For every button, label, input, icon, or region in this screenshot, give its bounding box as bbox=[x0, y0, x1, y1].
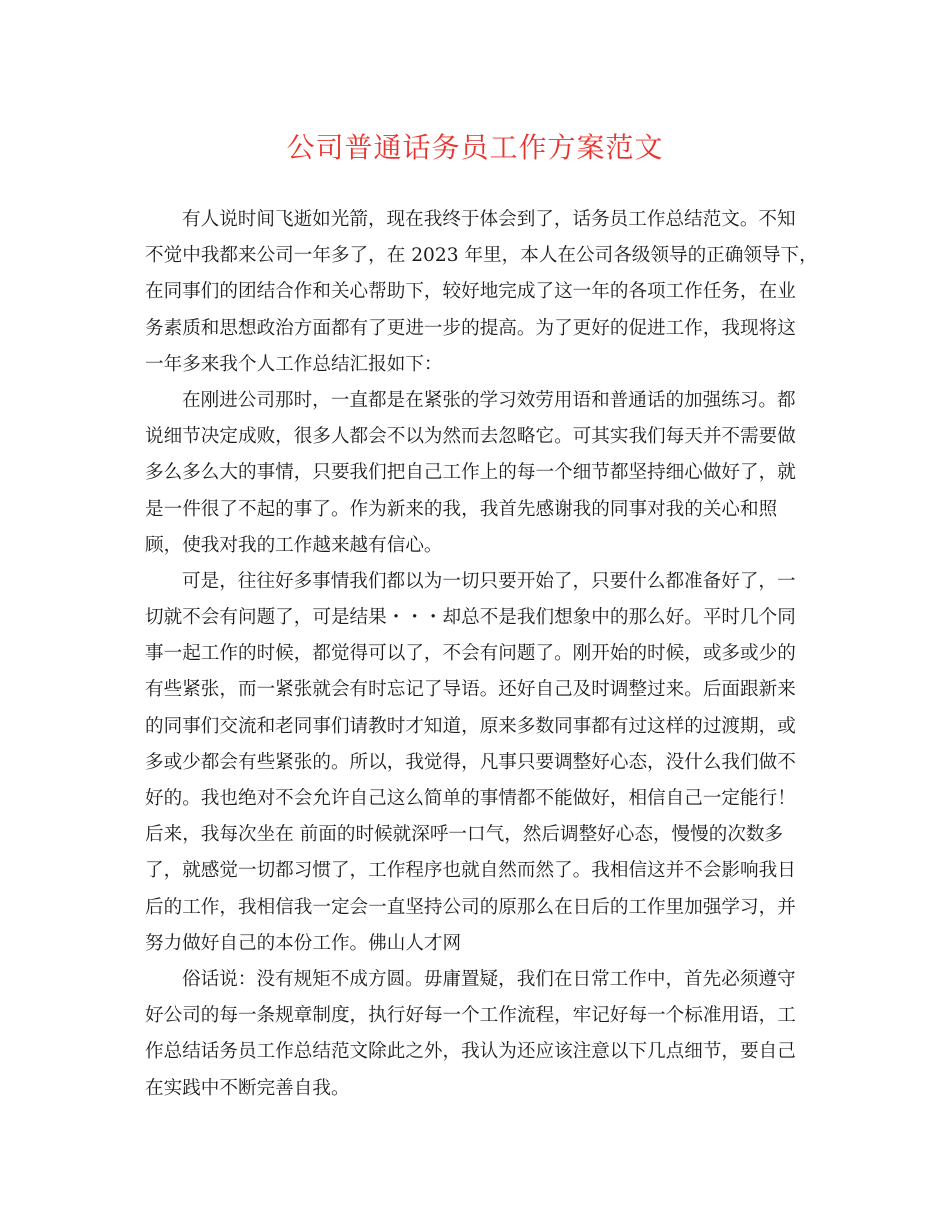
text-line: 好的。我也绝对不会允许自己这么简单的事情都不能做好，相信自己一定能行！ bbox=[145, 788, 796, 809]
paragraph-3 bbox=[145, 564, 813, 962]
text-line: 可是，往往好多事情我们都以为一切只要开始了，只要什么都准备好了，一 bbox=[182, 570, 796, 592]
text-line: 后来，我每次坐在 前面的时候就深呼一口气，然后调整好心态，慢慢的次数多 bbox=[145, 824, 784, 846]
text-line: 事一起工作的时候，都觉得可以了，不会有问题了。刚开始的时候，或多或少的 bbox=[145, 643, 796, 665]
text-line: 俗话说：没有规矩不成方圆。毋庸置疑，我们在日常工作中，首先必须遵守 bbox=[182, 968, 796, 990]
text-line: 务素质和思想政治方面都有了更进一步的提高。为了更好的促进工作，我现将这 bbox=[145, 317, 796, 339]
text-line: 一年多来我个人工作总结汇报如下： bbox=[145, 353, 443, 375]
text-line: 后的工作，我相信我一定会一直坚持公司的原那么在日后的工作里加强学习，并 bbox=[145, 896, 796, 918]
text-line: 作总结话务员工作总结范文除此之外，我认为还应该注意以下几点细节，要自己 bbox=[145, 1041, 796, 1063]
text-line: 努力做好自己的本份工作。佛山人才网 bbox=[145, 932, 462, 954]
text-line: 在实践中不断完善自我。 bbox=[145, 1077, 350, 1099]
text-line: 是一件很了不起的事了。作为新来的我，我首先感谢我的同事对我的关心和照 bbox=[145, 498, 778, 520]
text-line: 切就不会有问题了，可是结果・・・却总不是我们想象中的那么好。平时几个同 bbox=[145, 607, 796, 629]
text-line: 在同事们的团结合作和关心帮助下，较好地完成了这一年的各项工作任务，在业 bbox=[145, 281, 796, 303]
text-line: 好公司的每一条规章制度，执行好每一个工作流程，牢记好每一个标准用语，工 bbox=[145, 1005, 796, 1027]
text-line: 不觉中我都来公司一年多了，在 2023 年里，本人在公司各级领导的正确领导下， bbox=[145, 245, 818, 267]
text-line: 在刚进公司那时，一直都是在紧张的学习效劳用语和普通话的加强练习。都 bbox=[182, 389, 796, 411]
text-line: 的同事们交流和老同事们请教时才知道，原来多数同事都有过这样的过渡期，或 bbox=[145, 715, 796, 737]
document-body bbox=[145, 202, 818, 1107]
paragraph-1 bbox=[145, 202, 818, 383]
page-title: 公司普通话务员工作方案范文 bbox=[286, 131, 664, 164]
paragraph-2 bbox=[145, 383, 813, 564]
paragraph-4 bbox=[145, 962, 813, 1107]
text-line: 多么多么大的事情，只要我们把自己工作上的每一个细节都坚持细心做好了，就 bbox=[145, 462, 796, 484]
text-line: 有人说时间飞逝如光箭，现在我终于体会到了，话务员工作总结范文。不知 bbox=[182, 209, 796, 230]
text-line: 顾，使我对我的工作越来越有信心。 bbox=[145, 534, 443, 556]
text-line: 有些紧张，而一紧张就会有时忘记了导语。还好自己及时调整过来。后面跟新来 bbox=[145, 679, 796, 701]
text-line: 多或少都会有些紧张的。所以，我觉得，凡事只要调整好心态，没什么我们做不 bbox=[145, 751, 796, 773]
text-line: 说细节决定成败，很多人都会不以为然而去忽略它。可其实我们每天并不需要做 bbox=[145, 426, 796, 448]
text-line: 了，就感觉一切都习惯了，工作程序也就自然而然了。我相信这并不会影响我日 bbox=[145, 860, 796, 882]
